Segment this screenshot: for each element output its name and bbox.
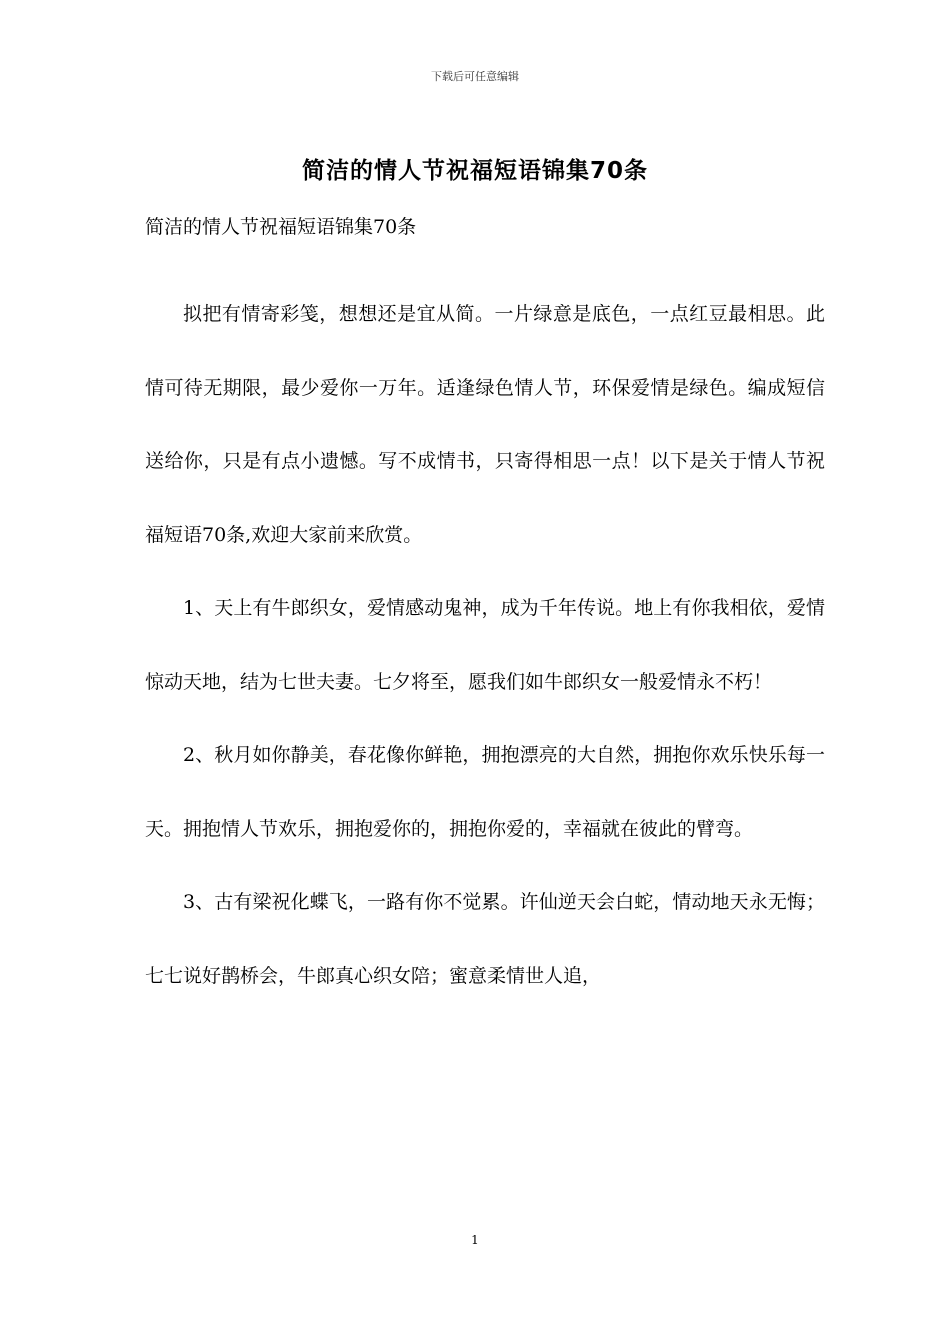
paragraph-intro: 拟把有情寄彩笺，想想还是宜从简。一片绿意是底色，一点红豆最相思。此情可待无期限，最少爱你一万年。适逢绿色情人节，环保爱情是绿色。编成短信送给你，只是有点小遗憾。写不成情书，只寄得相思一点！以下是关于情人节祝福短语70条,欢迎大家前来欣赏。 bbox=[145, 303, 825, 546]
paragraph-item-2: 2、秋月如你静美，春花像你鲜艳，拥抱漂亮的大自然，拥抱你欢乐快乐每一天。拥抱情人节欢乐，拥抱爱你的，拥抱你爱的，幸福就在彼此的臂弯。 bbox=[145, 744, 825, 840]
document-title: 简洁的情人节祝福短语锦集70条 bbox=[301, 158, 648, 184]
document-subtitle: 简洁的情人节祝福短语锦集70条 bbox=[145, 216, 417, 238]
page-number: 1 bbox=[471, 1233, 479, 1247]
document-body bbox=[145, 278, 825, 1013]
paragraph-item-1: 1、天上有牛郎织女，爱情感动鬼神，成为千年传说。地上有你我相依，爱情惊动天地，结为七世夫妻。七夕将至，愿我们如牛郎织女一般爱情永不朽！ bbox=[145, 597, 825, 693]
paragraph-item-3: 3、古有梁祝化蝶飞，一路有你不觉累。许仙逆天会白蛇，情动地天永无悔；七七说好鹊桥会，牛郎真心织女陪；蜜意柔情世人追， bbox=[145, 891, 825, 987]
header-note: 下载后可任意编辑 bbox=[431, 70, 519, 83]
